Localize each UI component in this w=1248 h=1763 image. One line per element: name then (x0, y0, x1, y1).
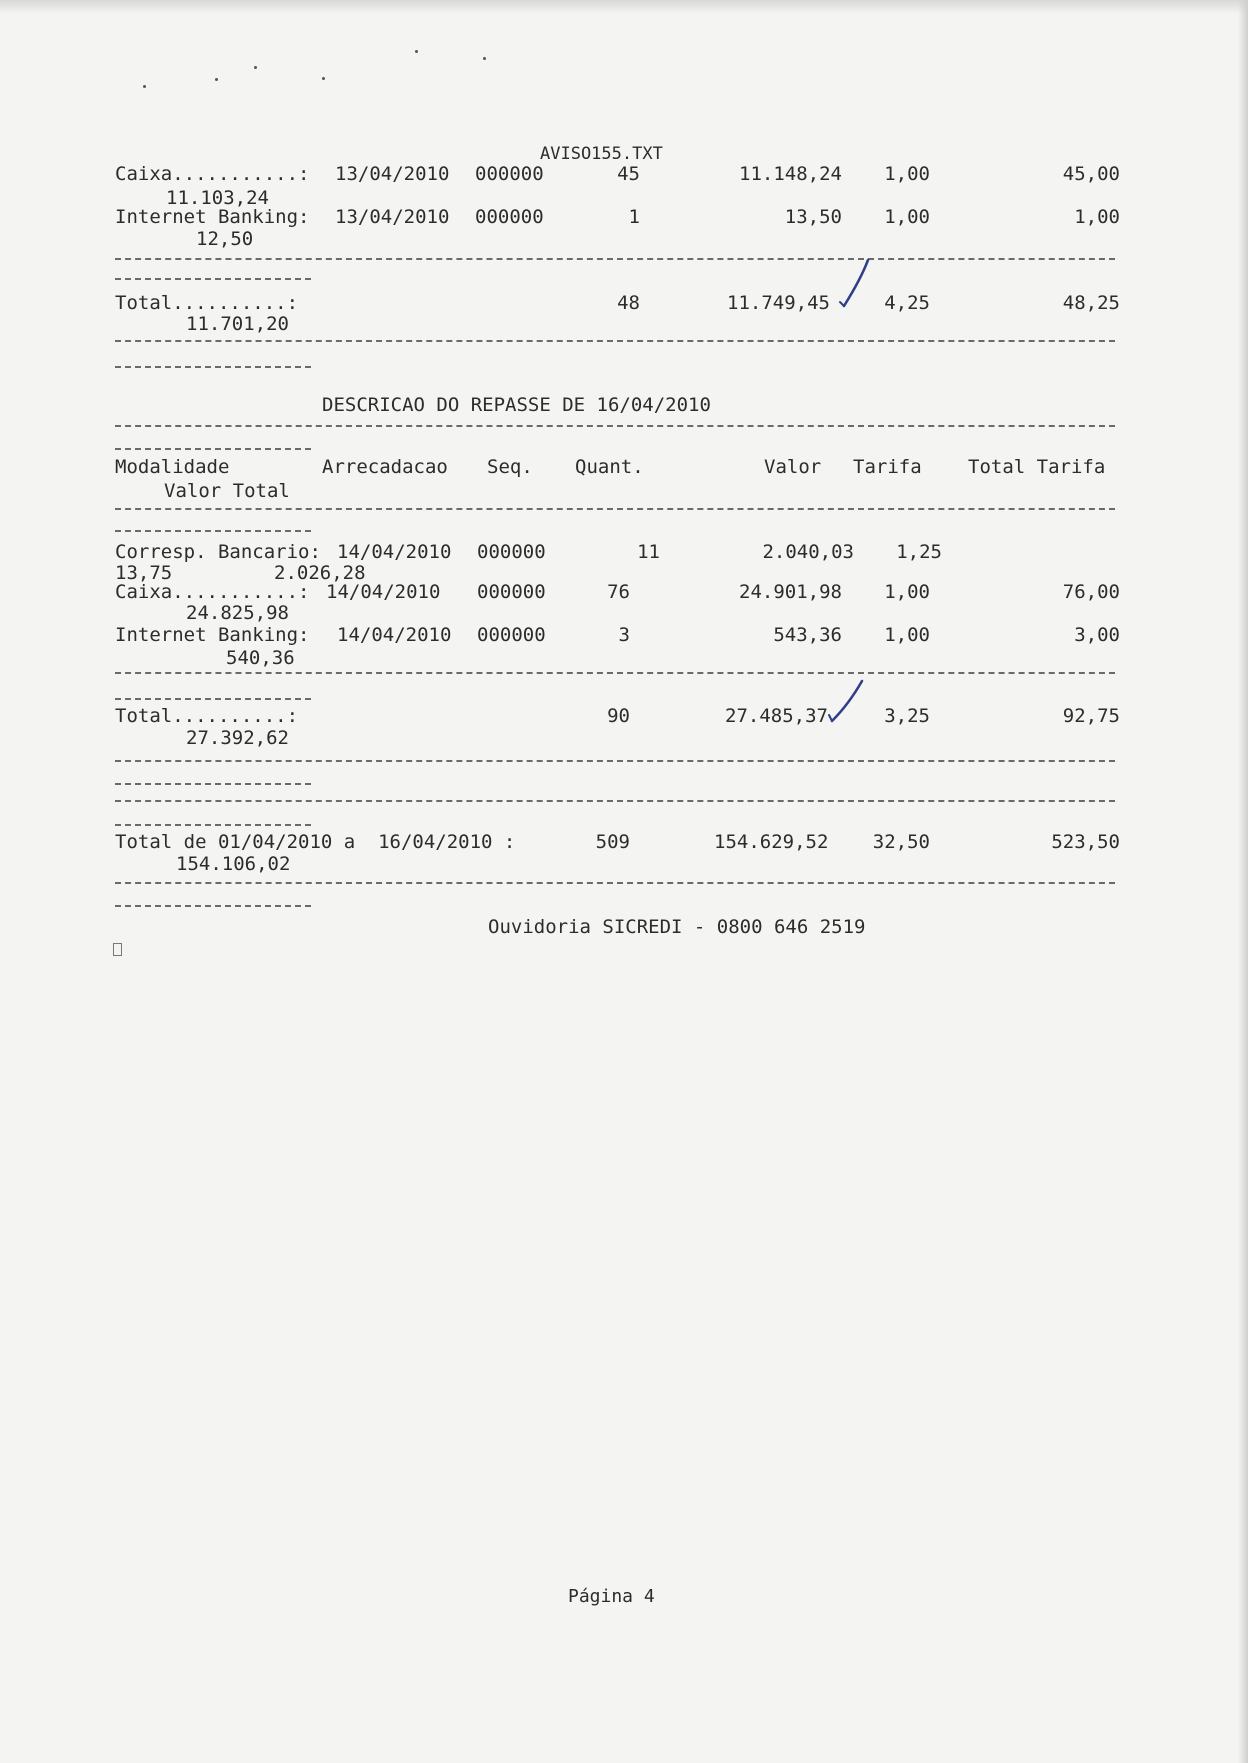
placeholder-glyph-icon (113, 943, 122, 956)
block2-row3-quant: 3 (618, 624, 630, 646)
ouvidoria-line: Ouvidoria SICREDI - 0800 646 2519 (488, 916, 866, 938)
block1-total-label: Total..........: (115, 292, 299, 314)
block2-total-tarifa: 3,25 (884, 705, 930, 727)
block1-row1-total-tarifa: 45,00 (1062, 163, 1120, 185)
block2-row1-tarifa: 1,25 (896, 541, 942, 563)
grand-total-valor-total: 154.106,02 (176, 853, 291, 875)
block1-total-quant: 48 (617, 292, 640, 314)
col-total-tarifa: Total Tarifa (968, 456, 1106, 478)
separator-line (115, 425, 1115, 427)
block1-row2-quant: 1 (628, 206, 640, 228)
block2-row2-quant: 76 (607, 581, 630, 603)
block1-total-valor: 11.749,45 (727, 292, 830, 314)
grand-total-label: Total de 01/04/2010 a 16/04/2010 : (115, 831, 516, 853)
block1-row2-tarifa: 1,00 (884, 206, 930, 228)
grand-total-quant: 509 (595, 831, 630, 853)
block2-total-quant: 90 (607, 705, 630, 727)
block1-total-valor-total: 11.701,20 (186, 313, 289, 335)
block1-row2-date: 13/04/2010 (335, 206, 450, 228)
separator-line (115, 258, 1115, 260)
block2-row2-seq: 000000 (477, 581, 546, 603)
block2-total-total-tarifa: 92,75 (1062, 705, 1120, 727)
block2-row3-valor: 543,36 (773, 624, 842, 646)
separator-line (115, 800, 1115, 802)
check-mark (838, 256, 872, 312)
separator-line (115, 340, 1115, 342)
block1-total-tarifa: 4,25 (884, 292, 930, 314)
scan-speck (215, 78, 218, 81)
col-valor: Valor (764, 456, 822, 478)
block2-row3-valor-total: 540,36 (226, 647, 295, 669)
block2-row1-quant: 11 (637, 541, 660, 563)
scan-edge-right (1238, 0, 1248, 1763)
block1-row1-label: Caixa...........: (115, 163, 310, 185)
block1-row1-valor-total: 11.103,24 (166, 187, 269, 209)
page-number: Página 4 (568, 1586, 655, 1607)
grand-total-tarifa: 32,50 (872, 831, 930, 853)
block1-row2-seq: 000000 (475, 206, 544, 228)
grand-total-valor: 154.629,52 (714, 831, 829, 853)
separator-line (115, 882, 1115, 884)
block2-row1-valor: 2.040,03 (762, 541, 854, 563)
block2-row2-total-tarifa: 76,00 (1062, 581, 1120, 603)
block1-row2-valor: 13,50 (784, 206, 842, 228)
section-title: DESCRICAO DO REPASSE DE 16/04/2010 (322, 394, 711, 416)
block2-row3-tarifa: 1,00 (884, 624, 930, 646)
scan-speck (143, 85, 146, 88)
block1-row1-valor: 11.148,24 (739, 163, 842, 185)
separator-line-short (115, 366, 311, 368)
scan-edge-top (0, 0, 1248, 14)
block2-row2-valor: 24.901,98 (739, 581, 842, 603)
separator-line-short (115, 448, 311, 450)
separator-line-short (115, 783, 311, 785)
scan-speck (322, 77, 325, 80)
block2-row1-date: 14/04/2010 (337, 541, 452, 563)
separator-line-short (115, 698, 311, 700)
scan-speck (254, 66, 257, 69)
block2-total-valor: 27.485,37 (725, 705, 828, 727)
block2-row1-total-tarifa: 13,75 (115, 562, 173, 584)
block2-total-valor-total: 27.392,62 (186, 727, 289, 749)
block2-row3-date: 14/04/2010 (337, 624, 452, 646)
scan-speck (483, 57, 486, 60)
col-arrecadacao: Arrecadacao (322, 456, 448, 478)
separator-line-short (115, 278, 311, 280)
block2-row1-valor-total: 2.026,28 (274, 562, 366, 584)
block2-row1-label: Corresp. Bancario: (115, 541, 321, 563)
block2-total-label: Total..........: (115, 705, 299, 727)
col-modalidade: Modalidade (115, 456, 230, 478)
separator-line-short (115, 905, 311, 907)
block2-row2-valor-total: 24.825,98 (186, 602, 289, 624)
file-name: AVISO155.TXT (540, 144, 663, 164)
block2-row2-tarifa: 1,00 (884, 581, 930, 603)
block1-total-total-tarifa: 48,25 (1062, 292, 1120, 314)
block2-row1-seq: 000000 (477, 541, 546, 563)
scan-speck (415, 50, 418, 53)
block2-row3-total-tarifa: 3,00 (1074, 624, 1120, 646)
block1-row1-tarifa: 1,00 (884, 163, 930, 185)
check-mark (826, 677, 866, 727)
col-tarifa: Tarifa (853, 456, 922, 478)
block1-row1-date: 13/04/2010 (335, 163, 450, 185)
block1-row1-quant: 45 (617, 163, 640, 185)
separator-line (115, 760, 1115, 762)
block1-row1-seq: 000000 (475, 163, 544, 185)
block2-row3-seq: 000000 (477, 624, 546, 646)
separator-line-short (115, 530, 311, 532)
block2-row2-date: 14/04/2010 (326, 581, 441, 603)
separator-line-short (115, 824, 311, 826)
separator-line (115, 672, 1115, 674)
col-seq: Seq. (487, 456, 533, 478)
block1-row2-total-tarifa: 1,00 (1074, 206, 1120, 228)
grand-total-total-tarifa: 523,50 (1051, 831, 1120, 853)
separator-line (115, 508, 1115, 510)
block2-row2-label: Caixa...........: (115, 581, 310, 603)
block2-row3-label: Internet Banking: (115, 624, 310, 646)
block1-row2-label: Internet Banking: (115, 206, 310, 228)
col-quant: Quant. (575, 456, 644, 478)
col-valor-total: Valor Total (164, 480, 290, 502)
block1-row2-valor-total: 12,50 (196, 228, 254, 250)
